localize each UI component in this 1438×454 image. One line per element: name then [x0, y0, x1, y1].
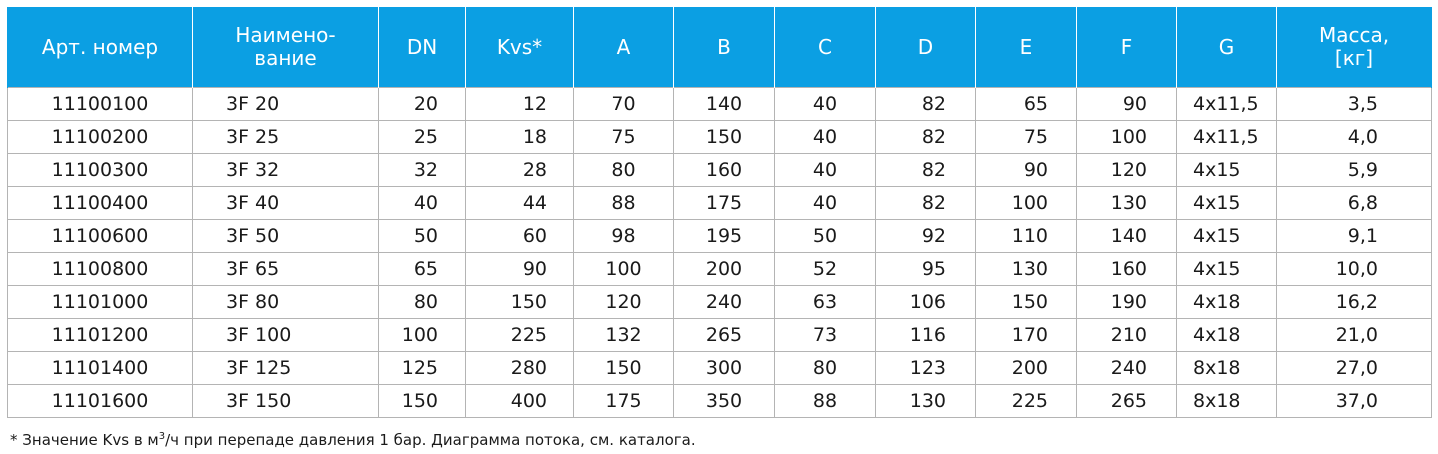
cell-kvs: 60	[466, 220, 574, 253]
cell-b: 300	[674, 352, 775, 385]
cell-art: 11100800	[8, 253, 193, 286]
table-row	[8, 88, 1432, 121]
cell-a: 175	[574, 385, 674, 418]
cell-c: 40	[775, 88, 876, 121]
cell-d: 106	[876, 286, 976, 319]
table-row	[8, 253, 1432, 286]
cell-b: 240	[674, 286, 775, 319]
cell-name: 3F 25	[193, 121, 379, 154]
cell-f: 265	[1077, 385, 1177, 418]
cell-c: 73	[775, 319, 876, 352]
cell-f: 140	[1077, 220, 1177, 253]
cell-f: 120	[1077, 154, 1177, 187]
cell-c: 40	[775, 121, 876, 154]
cell-dn: 100	[379, 319, 466, 352]
cell-mass: 6,8	[1277, 187, 1432, 220]
cell-d: 116	[876, 319, 976, 352]
cell-g: 4x15	[1177, 253, 1277, 286]
cell-a: 100	[574, 253, 674, 286]
cell-name: 3F 20	[193, 88, 379, 121]
cell-c: 80	[775, 352, 876, 385]
cell-kvs: 12	[466, 88, 574, 121]
footnote	[10, 427, 696, 450]
cell-g: 4x18	[1177, 286, 1277, 319]
cell-g: 4x18	[1177, 319, 1277, 352]
cell-name: 3F 65	[193, 253, 379, 286]
cell-f: 90	[1077, 88, 1177, 121]
header-b: B	[674, 7, 775, 88]
cell-f: 210	[1077, 319, 1177, 352]
cell-g: 4x11,5	[1177, 88, 1277, 121]
cell-b: 140	[674, 88, 775, 121]
cell-dn: 32	[379, 154, 466, 187]
cell-b: 265	[674, 319, 775, 352]
cell-f: 190	[1077, 286, 1177, 319]
cell-g: 4x15	[1177, 220, 1277, 253]
cell-g: 8x18	[1177, 352, 1277, 385]
cell-mass: 3,5	[1277, 88, 1432, 121]
cell-e: 75	[976, 121, 1077, 154]
cell-b: 195	[674, 220, 775, 253]
cell-name: 3F 40	[193, 187, 379, 220]
cell-f: 100	[1077, 121, 1177, 154]
cell-a: 70	[574, 88, 674, 121]
cell-b: 160	[674, 154, 775, 187]
cell-e: 110	[976, 220, 1077, 253]
cell-a: 120	[574, 286, 674, 319]
cell-name: 3F 150	[193, 385, 379, 418]
cell-mass: 5,9	[1277, 154, 1432, 187]
cell-name: 3F 100	[193, 319, 379, 352]
cell-mass: 21,0	[1277, 319, 1432, 352]
cell-f: 240	[1077, 352, 1177, 385]
cell-kvs: 400	[466, 385, 574, 418]
cell-art: 11101600	[8, 385, 193, 418]
cell-c: 40	[775, 154, 876, 187]
cell-a: 80	[574, 154, 674, 187]
cell-c: 63	[775, 286, 876, 319]
cell-e: 200	[976, 352, 1077, 385]
cell-kvs: 44	[466, 187, 574, 220]
cell-e: 150	[976, 286, 1077, 319]
header-row	[8, 7, 1432, 88]
cell-e: 130	[976, 253, 1077, 286]
cell-art: 11101000	[8, 286, 193, 319]
cell-g: 4x15	[1177, 187, 1277, 220]
spec-table	[7, 7, 1432, 418]
cell-dn: 150	[379, 385, 466, 418]
cell-f: 160	[1077, 253, 1177, 286]
cell-d: 82	[876, 154, 976, 187]
cell-c: 88	[775, 385, 876, 418]
table-row	[8, 220, 1432, 253]
cell-dn: 65	[379, 253, 466, 286]
cell-mass: 9,1	[1277, 220, 1432, 253]
header-f: F	[1077, 7, 1177, 88]
cell-e: 170	[976, 319, 1077, 352]
table-row	[8, 121, 1432, 154]
footnote-superscript: 3	[158, 431, 166, 442]
cell-g: 4x11,5	[1177, 121, 1277, 154]
cell-a: 98	[574, 220, 674, 253]
cell-art: 11100200	[8, 121, 193, 154]
table-row	[8, 319, 1432, 352]
cell-g: 8x18	[1177, 385, 1277, 418]
cell-g: 4x15	[1177, 154, 1277, 187]
cell-a: 150	[574, 352, 674, 385]
cell-d: 82	[876, 88, 976, 121]
cell-kvs: 28	[466, 154, 574, 187]
cell-c: 50	[775, 220, 876, 253]
table-row	[8, 187, 1432, 220]
cell-e: 225	[976, 385, 1077, 418]
cell-kvs: 280	[466, 352, 574, 385]
footnote-text-after: /ч при перепаде давления 1 бар. Диаграмма потока, см. каталога.	[165, 431, 696, 449]
cell-d: 130	[876, 385, 976, 418]
cell-a: 132	[574, 319, 674, 352]
cell-dn: 20	[379, 88, 466, 121]
cell-art: 11100100	[8, 88, 193, 121]
cell-kvs: 90	[466, 253, 574, 286]
cell-name: 3F 125	[193, 352, 379, 385]
cell-kvs: 18	[466, 121, 574, 154]
header-c: C	[775, 7, 876, 88]
cell-dn: 50	[379, 220, 466, 253]
cell-e: 90	[976, 154, 1077, 187]
cell-c: 52	[775, 253, 876, 286]
cell-art: 11100300	[8, 154, 193, 187]
cell-name: 3F 80	[193, 286, 379, 319]
cell-art: 11100400	[8, 187, 193, 220]
header-dn: DN	[379, 7, 466, 88]
header-art: Арт. номер	[8, 7, 193, 88]
cell-a: 88	[574, 187, 674, 220]
cell-name: 3F 32	[193, 154, 379, 187]
cell-dn: 125	[379, 352, 466, 385]
cell-dn: 40	[379, 187, 466, 220]
cell-f: 130	[1077, 187, 1177, 220]
table-row	[8, 286, 1432, 319]
cell-b: 150	[674, 121, 775, 154]
cell-mass: 4,0	[1277, 121, 1432, 154]
cell-b: 175	[674, 187, 775, 220]
cell-dn: 80	[379, 286, 466, 319]
header-d: D	[876, 7, 976, 88]
table-header	[8, 7, 1432, 88]
header-kvs: Kvs*	[466, 7, 574, 88]
cell-b: 200	[674, 253, 775, 286]
cell-kvs: 225	[466, 319, 574, 352]
cell-kvs: 150	[466, 286, 574, 319]
table-body	[8, 88, 1432, 418]
header-mass: Масса, [кг]	[1277, 7, 1432, 88]
cell-art: 11100600	[8, 220, 193, 253]
cell-e: 100	[976, 187, 1077, 220]
cell-a: 75	[574, 121, 674, 154]
cell-mass: 16,2	[1277, 286, 1432, 319]
cell-name: 3F 50	[193, 220, 379, 253]
cell-d: 82	[876, 121, 976, 154]
table-row	[8, 352, 1432, 385]
cell-mass: 37,0	[1277, 385, 1432, 418]
cell-mass: 10,0	[1277, 253, 1432, 286]
cell-e: 65	[976, 88, 1077, 121]
cell-art: 11101400	[8, 352, 193, 385]
header-name: Наимено- вание	[193, 7, 379, 88]
cell-dn: 25	[379, 121, 466, 154]
cell-art: 11101200	[8, 319, 193, 352]
cell-b: 350	[674, 385, 775, 418]
footnote-text-before: * Значение Kvs в м	[10, 431, 159, 449]
cell-d: 123	[876, 352, 976, 385]
cell-c: 40	[775, 187, 876, 220]
cell-d: 82	[876, 187, 976, 220]
table-row	[8, 385, 1432, 418]
header-g: G	[1177, 7, 1277, 88]
cell-mass: 27,0	[1277, 352, 1432, 385]
header-e: E	[976, 7, 1077, 88]
table-row	[8, 154, 1432, 187]
cell-d: 95	[876, 253, 976, 286]
cell-d: 92	[876, 220, 976, 253]
header-a: A	[574, 7, 674, 88]
